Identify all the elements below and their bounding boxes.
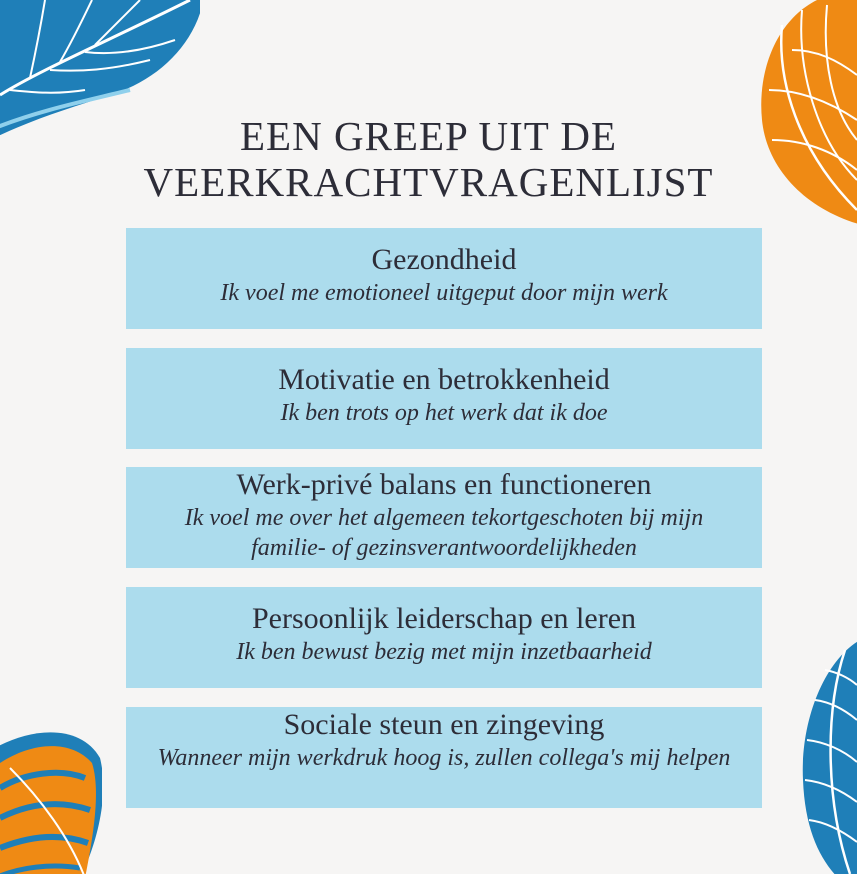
card-question: Ik voel me emotioneel uitgeput door mijn werk: [220, 280, 668, 306]
question-card-sociale-steun: [126, 707, 762, 808]
card-question: Ik voel me over het algemeen tekortgeschoten bij mijn familie- of gezinsverantwoordelijkheden: [184, 505, 704, 561]
question-card-motivatie: [126, 348, 762, 449]
card-heading: Sociale steun en zingeving: [283, 708, 605, 741]
card-question: Ik ben bewust bezig met mijn inzetbaarheid: [236, 639, 652, 665]
blue-leaf-icon: [795, 640, 857, 874]
card-question: Ik ben trots op het werk dat ik doe: [280, 400, 608, 426]
card-heading: Persoonlijk leiderschap en leren: [251, 602, 637, 635]
blue-orange-leaf-icon: [0, 718, 102, 874]
question-card-leiderschap: [126, 587, 762, 688]
page-title-line-1: EEN GREEP UIT DE: [240, 113, 617, 159]
card-heading: Gezondheid: [371, 243, 517, 276]
question-card-werk-prive: [126, 467, 762, 568]
card-heading: Werk-privé balans en functioneren: [236, 468, 652, 501]
question-card-gezondheid: [126, 228, 762, 329]
page-title-line-2: VEERKRACHTVRAGENLIJST: [143, 159, 714, 205]
card-question: Wanneer mijn werkdruk hoog is, zullen collega's mij helpen: [157, 745, 731, 771]
card-heading: Motivatie en betrokkenheid: [278, 363, 610, 396]
